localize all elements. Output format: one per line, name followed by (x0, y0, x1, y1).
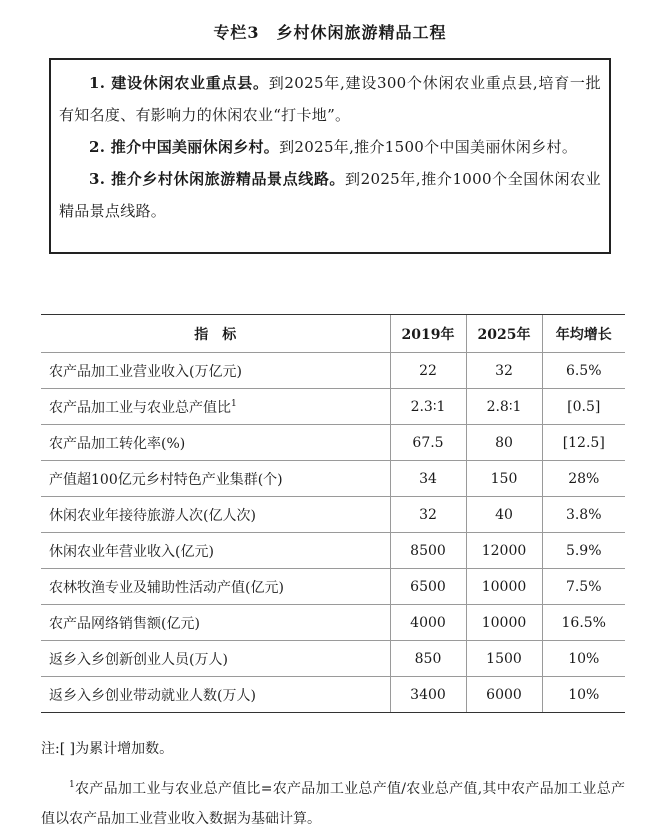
table-row (41, 641, 625, 677)
box-item (59, 67, 601, 131)
cell-growth: [0.5] (542, 389, 625, 425)
indicator-table (41, 314, 625, 713)
cell-growth: 10% (542, 677, 625, 713)
table-row (41, 353, 625, 389)
table-row (41, 461, 625, 497)
cell-indicator: 产值超100亿元乡村特色产业集群(个) (41, 461, 390, 497)
table-row (41, 533, 625, 569)
cell-growth: [12.5] (542, 425, 625, 461)
cell-growth: 10% (542, 641, 625, 677)
table-row (41, 605, 625, 641)
cell-growth: 6.5% (542, 353, 625, 389)
footnote-mark: 1 (69, 780, 75, 790)
cell-indicator: 休闲农业年接待旅游人次(亿人次) (41, 497, 390, 533)
cell-2019: 34 (390, 461, 466, 497)
box-item-heading: 1. 建设休闲农业重点县。 (89, 74, 269, 92)
cell-2025: 6000 (466, 677, 542, 713)
cell-growth: 16.5% (542, 605, 625, 641)
cell-2025: 40 (466, 497, 542, 533)
cell-2019: 8500 (390, 533, 466, 569)
footnote (41, 770, 625, 834)
cell-2019: 67.5 (390, 425, 466, 461)
table-row (41, 497, 625, 533)
cell-2025: 10000 (466, 569, 542, 605)
cell-2025: 80 (466, 425, 542, 461)
box-item-text: 到2025年,推介1000个全国休闲农业精品景点线路。 (59, 170, 601, 220)
cell-2019: 32 (390, 497, 466, 533)
box-item-heading: 2. 推介中国美丽休闲乡村。 (89, 138, 280, 156)
header-2019: 2019年 (390, 315, 466, 353)
cell-2019: 22 (390, 353, 466, 389)
header-2025: 2025年 (466, 315, 542, 353)
cell-2025: 10000 (466, 605, 542, 641)
cell-2019: 3400 (390, 677, 466, 713)
table-header-row (41, 315, 625, 353)
header-growth: 年均增长 (542, 315, 625, 353)
cell-growth: 5.9% (542, 533, 625, 569)
footnote-text: 农产品加工业与农业总产值比=农产品加工业总产值/农业总产值,其中农产品加工业总产值以农产品加工业营业收入数据为基础计算。 (41, 781, 625, 827)
cell-2025: 2.8∶1 (466, 389, 542, 425)
cell-2025: 12000 (466, 533, 542, 569)
cell-indicator: 农林牧渔专业及辅助性活动产值(亿元) (41, 569, 390, 605)
table-note: 注:[ ]为累计增加数。 (41, 741, 174, 757)
cell-indicator: 农产品网络销售额(亿元) (41, 605, 390, 641)
cell-indicator: 休闲农业年营业收入(亿元) (41, 533, 390, 569)
table-row (41, 677, 625, 713)
cell-growth: 3.8% (542, 497, 625, 533)
box-item-heading: 3. 推介乡村休闲旅游精品景点线路。 (89, 170, 346, 188)
cell-indicator: 农产品加工业与农业总产值比$^1$ (41, 389, 390, 425)
footnote-ref: 1 (231, 398, 237, 409)
table-row (41, 389, 625, 425)
cell-2019: 2.3∶1 (390, 389, 466, 425)
box-item (59, 163, 601, 227)
box-item (59, 131, 601, 163)
header-indicator: 指 标 (41, 315, 390, 353)
cell-growth: 7.5% (542, 569, 625, 605)
cell-2025: 150 (466, 461, 542, 497)
cell-indicator: 农产品加工业营业收入(万亿元) (41, 353, 390, 389)
table-row (41, 569, 625, 605)
cell-indicator: 返乡入乡创业带动就业人数(万人) (41, 677, 390, 713)
box-title: 专栏3 乡村休闲旅游精品工程 (213, 23, 447, 42)
box-item-text: 到2025年,建设300个休闲农业重点县,培育一批有知名度、有影响力的休闲农业“打卡地”。 (59, 74, 601, 124)
cell-2019: 850 (390, 641, 466, 677)
cell-2019: 6500 (390, 569, 466, 605)
table-row (41, 425, 625, 461)
cell-2025: 1500 (466, 641, 542, 677)
box-item-text: 到2025年,推介1500个中国美丽休闲乡村。 (279, 138, 578, 156)
project-box (49, 58, 611, 254)
cell-indicator: 返乡入乡创新创业人员(万人) (41, 641, 390, 677)
cell-2019: 4000 (390, 605, 466, 641)
cell-growth: 28% (542, 461, 625, 497)
cell-2025: 32 (466, 353, 542, 389)
cell-indicator: 农产品加工转化率(%) (41, 425, 390, 461)
